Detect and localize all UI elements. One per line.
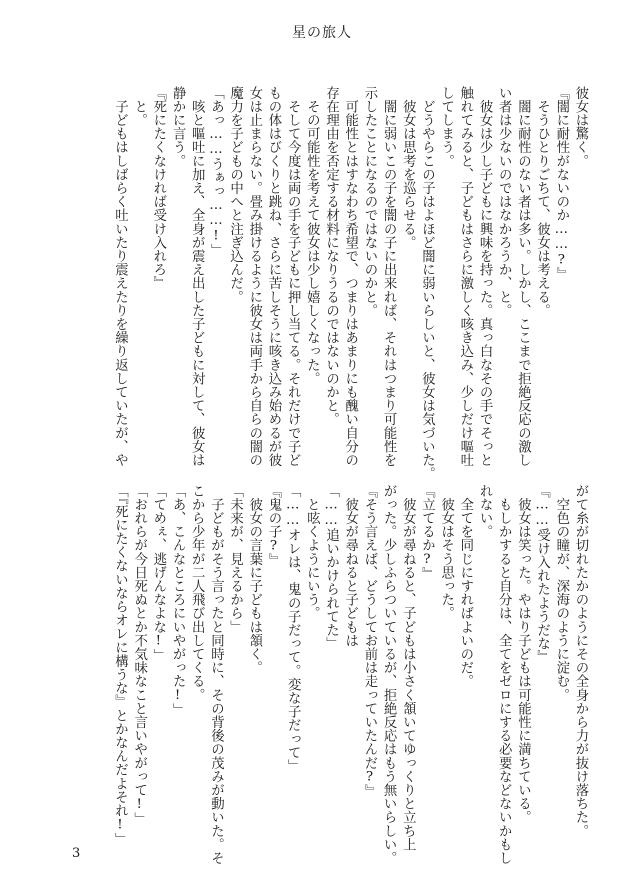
text-column: もしかすると自分は、全てをゼロにする必要などないかもし [496,484,512,865]
text-column: 存在理由を否定する材料になりうるのではないのかと。 [323,86,339,426]
text-column: そうひとりごちて、彼女は考える。 [534,86,550,318]
text-column: 『死にたくなければ受け入れろ』 [150,86,166,290]
text-column: 咳と嘔吐に加え、全身が震え出した子どもに対して、彼女は [189,86,205,467]
text-column: 「『死にたくないならオレに構うな』とかなんだよそれ!」 [112,484,128,847]
text-column: 彼女が尋ねると、子どもは小さく頷いてゆっくりと立ち上 [400,484,416,852]
text-column: 「……追いかけられてた」 [323,484,339,651]
text-column: い者は少ないのではなかろうか、と。 [496,86,512,318]
text-column: がて糸が切れたかのようにその全身から力が抜け落ちた。 [573,484,588,838]
text-column: 彼女は少し子どもに興味を持った。真っ白なその手でそっと [477,86,493,467]
text-column: と呟くようにいう。 [304,484,320,620]
text-column: 静かに言う。 [170,86,186,168]
text-column: 「あ、こんなところにいやがった!」 [170,484,186,717]
text-column: 「てめぇ、逃げんなよな!」 [150,484,166,663]
text-column: 『闇に耐性がないのか……?』 [553,86,569,282]
text-column: どうやらこの子はよほど闇に弱いらしいと、彼女は気づいた。 [419,86,435,481]
text-column: 全てを同じにすればよいのだ。 [457,484,473,688]
text-column: 「おれらが今日死ぬとか不気味なこと言いやがって!」 [131,484,147,826]
text-column: 闇に弱いこの子を闇の子に出来れば、それはつまり可能性を [381,86,397,467]
text-column: 彼女の言葉に子どもは頷く。 [246,484,262,675]
text-column: 空色の瞳が、深海のように淀む。 [553,484,569,702]
text-column: 彼女は笑った。やはり子どもは可能性に満ちている。 [515,484,531,824]
text-column: 子どもがそう言ったと同時に、その背後の茂みが動いた。そ [208,484,224,865]
text-column: れない。 [477,484,493,539]
text-column: もの体はびくりと跳ね、さらに苦しそうに咳き込み始めるが彼 [266,86,281,467]
text-block-top [60,86,590,481]
text-column: 『……受け入れたようだな』 [534,484,550,664]
text-column: と。 [131,86,147,127]
text-column: 可能性とはすなわち希望で、つまりはあまりにも醜い自分の [342,86,358,467]
page-title: 星の旅人 [292,25,352,41]
text-column: 彼女は驚く。 [573,86,588,168]
text-column: がった。少しふらついているが、拒絶反応はもう無いらしい。 [381,484,397,865]
text-column: してしまう。 [438,86,454,168]
text-column: 示したことになるのではないのかと。 [361,86,377,318]
text-column: 『そう言えば、どうしてお前は走っていたんだ?』 [361,484,377,799]
text-block-bottom [60,484,590,865]
text-column: 彼女はそう思った。 [438,484,454,620]
text-column: 彼女は思考を巡らせる。 [400,86,416,250]
text-column: こから少年が二人飛び出してくる。 [189,484,205,702]
text-column: 『鬼の子?』 [266,484,281,568]
text-column: そして今度は両の手を子どもに押し当てる。それだけで子ど [285,86,301,467]
text-column: 女は止まらない。畳み掛けるように彼女は両手から自らの闇の [246,86,262,467]
text-column: 「……オレは、鬼の子だって。変な子だって」 [285,484,301,773]
text-column: 「あっ……うぁっ……!」 [208,86,224,258]
text-column: 「未来が、見えるから」 [227,484,243,634]
page-number: 3 [72,846,81,861]
text-column: その可能性を考えて彼女は少し嬉しくなった。 [304,86,320,386]
text-column: 闇に耐性のない者は多い。しかし、ここまで拒絶反応の激し [515,86,531,467]
text-column: 彼女が尋ねると子どもは [342,484,358,648]
text-column: 子どもはしばらく吐いたり震えたりを繰り返していたが、や [112,86,128,467]
text-column: 魔力を子どもの中へと注ぎ込んだ。 [227,86,243,304]
text-column: 『立てるか?』 [419,484,435,581]
text-column: 触れてみると、子どもはさらに激しく咳き込み、少しだけ嘔吐 [457,86,473,467]
